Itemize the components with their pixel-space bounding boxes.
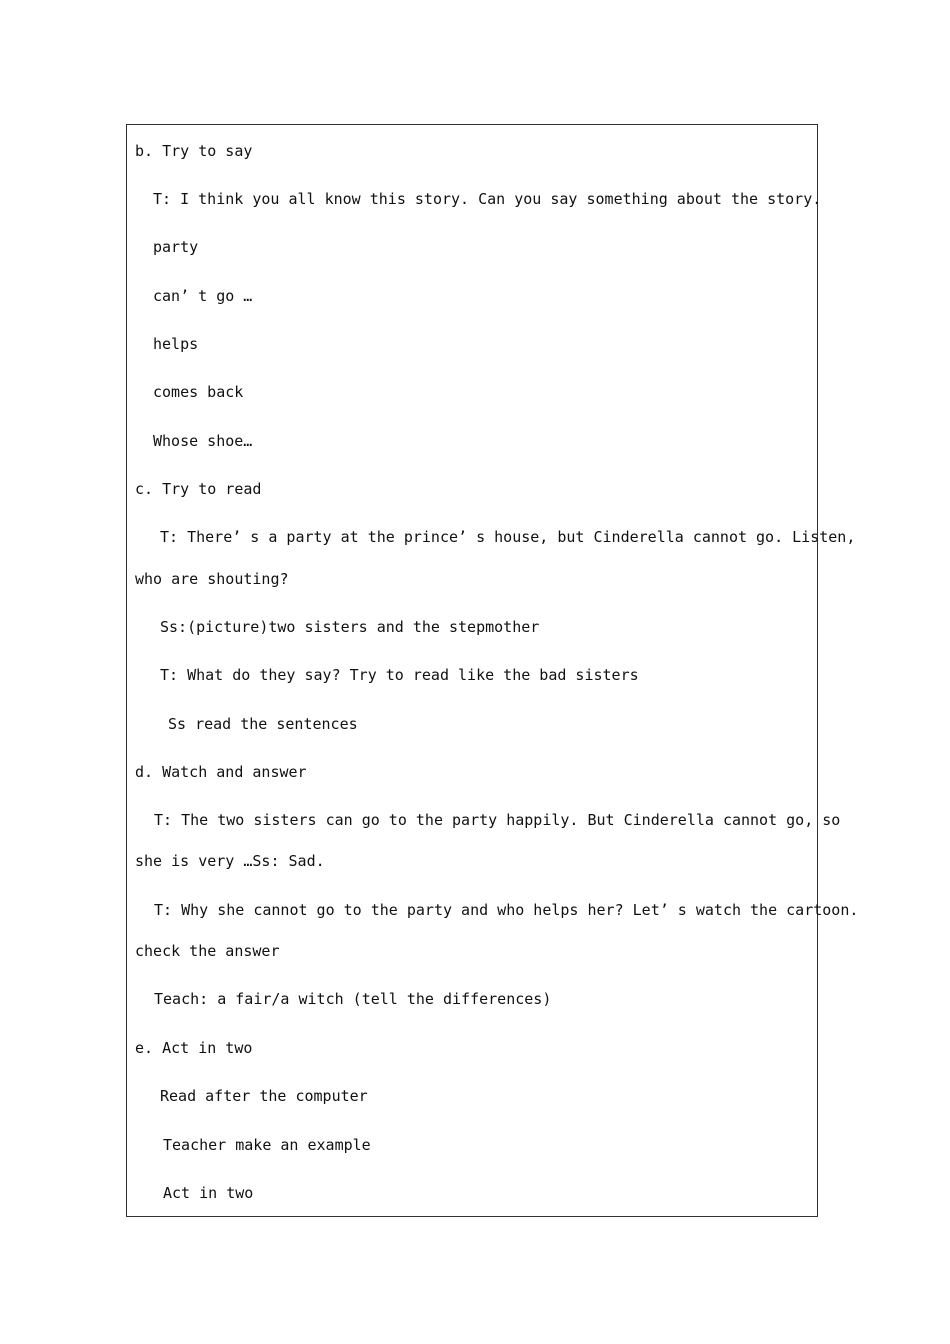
activity-step: Teacher make an example bbox=[163, 1136, 371, 1154]
students-activity: Ss read the sentences bbox=[168, 715, 358, 733]
teacher-line-continued: she is very …Ss: Sad. bbox=[135, 852, 325, 870]
teacher-line-continued: who are shouting? bbox=[135, 570, 289, 588]
keyword-party: party bbox=[153, 238, 199, 256]
teacher-line-continued: check the answer bbox=[135, 942, 280, 960]
keyword-comes-back: comes back bbox=[153, 383, 244, 401]
teacher-line: T: I think you all know this story. Can you say something about the story. bbox=[153, 190, 822, 208]
teacher-line: T: There’ s a party at the prince’ s house, but Cinderella cannot go. Listen, bbox=[160, 528, 856, 546]
section-heading-try-to-read: c. Try to read bbox=[135, 480, 262, 498]
teacher-line: T: The two sisters can go to the party happily. But Cinderella cannot go, so bbox=[154, 811, 841, 829]
students-line: Ss:(picture)two sisters and the stepmother bbox=[160, 618, 540, 636]
section-heading-act-in-two: e. Act in two bbox=[135, 1039, 253, 1057]
keyword-cant-go: can’ t go … bbox=[153, 287, 253, 305]
section-heading-watch-and-answer: d. Watch and answer bbox=[135, 763, 307, 781]
teach-vocabulary: Teach: a fair/a witch (tell the differences) bbox=[154, 990, 552, 1008]
activity-step: Act in two bbox=[163, 1184, 254, 1202]
teacher-line: T: What do they say? Try to read like the bad sisters bbox=[160, 666, 639, 684]
activity-step: Read after the computer bbox=[160, 1087, 368, 1105]
section-heading-try-to-say: b. Try to say bbox=[135, 142, 253, 160]
keyword-whose-shoe: Whose shoe… bbox=[153, 432, 253, 450]
teacher-line: T: Why she cannot go to the party and who helps her? Let’ s watch the cartoon. bbox=[154, 901, 859, 919]
keyword-helps: helps bbox=[153, 335, 199, 353]
